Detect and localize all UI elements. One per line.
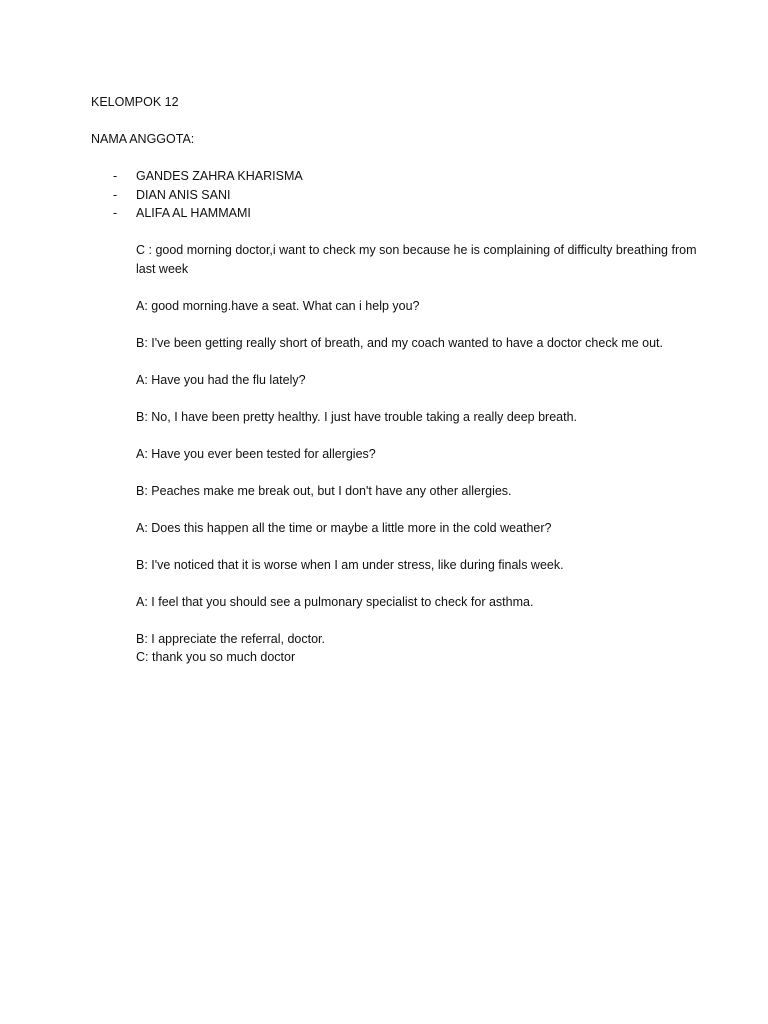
dialogue-line: B: No, I have been pretty healthy. I just have trouble taking a really deep breath. bbox=[136, 409, 578, 424]
dialogue-line: A: I feel that you should see a pulmonary specialist to check for asthma. bbox=[136, 594, 534, 609]
list-dash: - bbox=[113, 206, 118, 220]
dialogue-line: A: good morning.have a seat. What can i help you? bbox=[136, 298, 420, 313]
dialogue bbox=[91, 241, 711, 667]
spacer bbox=[91, 112, 711, 131]
member-item bbox=[91, 186, 711, 205]
group-title: KELOMPOK 12 bbox=[91, 95, 179, 109]
list-dash: - bbox=[113, 187, 118, 202]
member-name: GANDES ZAHRA KHARISMA bbox=[136, 169, 303, 183]
list-dash: - bbox=[113, 169, 118, 183]
document-body bbox=[91, 93, 711, 667]
member-list bbox=[91, 167, 711, 223]
members-heading: NAMA ANGGOTA: bbox=[91, 132, 195, 146]
member-name: DIAN ANIS SANI bbox=[136, 187, 231, 202]
dialogue-line: B: Peaches make me break out, but I don't have any other allergies. bbox=[136, 483, 512, 498]
member-name: ALIFA AL HAMMAMI bbox=[136, 206, 251, 220]
dialogue-line: A: Does this happen all the time or maybe a little more in the cold weather? bbox=[136, 520, 552, 535]
dialogue-line: B: I've been getting really short of breath, and my coach wanted to have a doctor check me out. bbox=[136, 335, 663, 350]
spacer bbox=[91, 223, 711, 242]
dialogue-line: C : good morning doctor,i want to check my son because he is complaining of difficulty breathing from last week bbox=[136, 243, 697, 276]
member-item bbox=[91, 167, 711, 186]
spacer bbox=[91, 149, 711, 168]
dialogue-line: C: thank you so much doctor bbox=[136, 650, 296, 664]
dialogue-line: B: I've noticed that it is worse when I am under stress, like during finals week. bbox=[136, 557, 564, 572]
dialogue-line: A: Have you had the flu lately? bbox=[136, 372, 306, 387]
dialogue-line: B: I appreciate the referral, doctor. bbox=[136, 631, 325, 646]
dialogue-line: A: Have you ever been tested for allergies? bbox=[136, 446, 376, 461]
member-item bbox=[91, 204, 711, 223]
